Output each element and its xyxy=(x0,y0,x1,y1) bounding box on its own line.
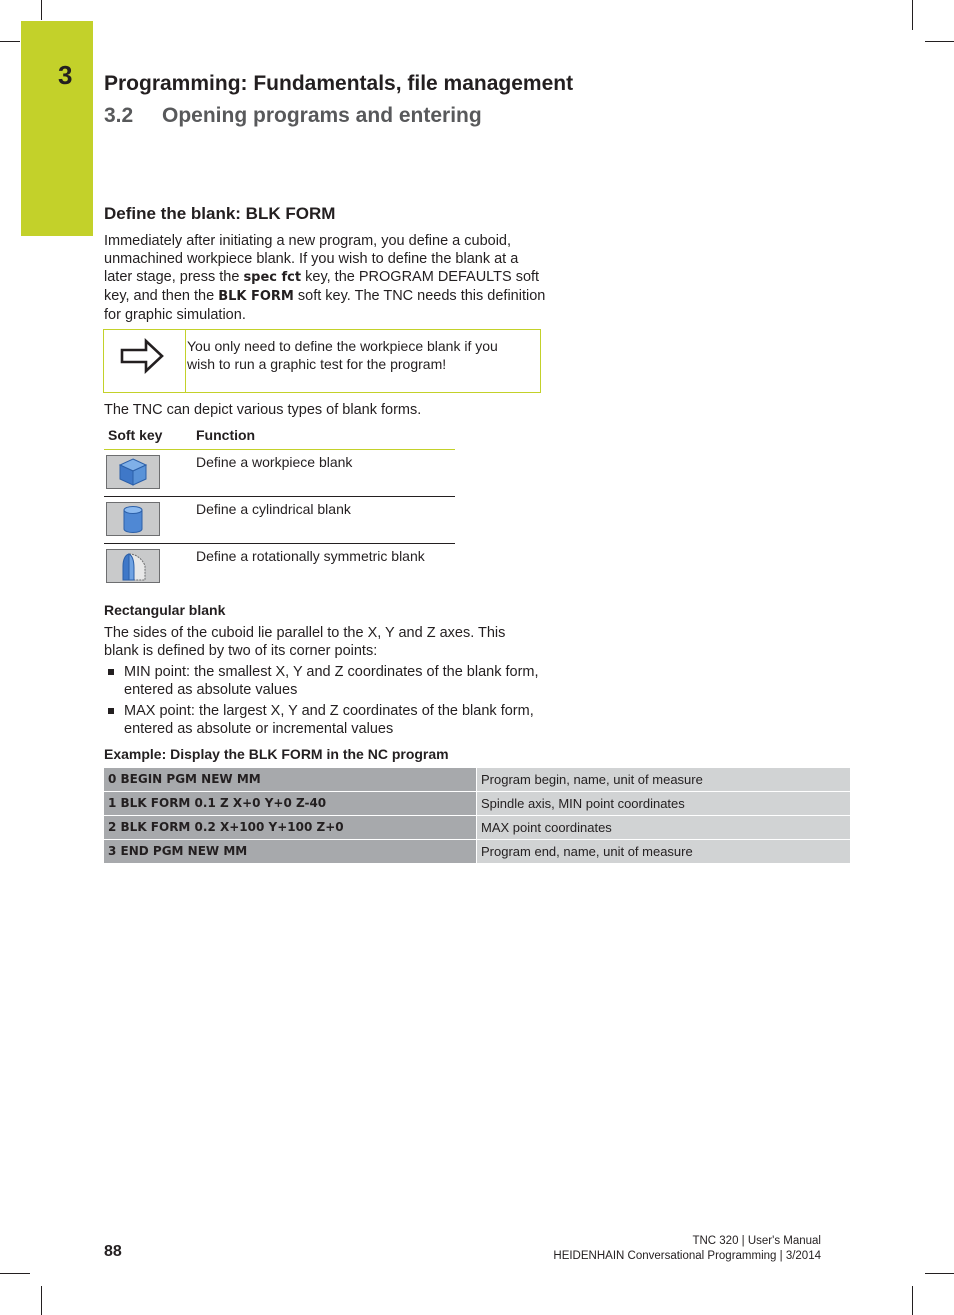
note-box xyxy=(103,329,541,393)
crop-mark xyxy=(0,1273,30,1274)
intro-text: Immediately after initiating a new program, you define a cuboid, unmachined workpiece blank. If you wish to define the blank at a later stage, press the xyxy=(104,233,519,285)
rectangular-heading: Rectangular blank xyxy=(104,602,226,618)
table-row xyxy=(104,792,850,815)
column-header-softkey: Soft key xyxy=(108,427,163,443)
crop-mark xyxy=(925,1273,954,1274)
column-header-function: Function xyxy=(196,427,256,443)
list-item-text: MIN point: the smallest X, Y and Z coordinates of the blank form, entered as absolute values xyxy=(124,664,539,698)
section-heading: Define the blank: BLK FORM xyxy=(104,204,336,223)
function-label: Define a workpiece blank xyxy=(196,454,353,470)
list-item xyxy=(104,702,544,738)
bullet-list xyxy=(104,663,544,741)
example-heading: Example: Display the BLK FORM in the NC program xyxy=(104,746,449,762)
table-row xyxy=(104,816,850,839)
intro-text: soft key. The TNC needs this definition for graphic simulation. xyxy=(104,288,546,323)
key-name: spec fct xyxy=(243,270,302,285)
blank-forms-intro: The TNC can depict various types of blank forms. xyxy=(104,402,422,418)
function-label: Define a rotationally symmetric blank xyxy=(196,548,425,564)
chapter-tab xyxy=(21,21,93,236)
intro-text: key, the PROGRAM DEFAULTS soft key, and then the xyxy=(104,269,540,304)
softkey-table xyxy=(104,426,455,590)
note-divider xyxy=(185,330,186,392)
table-row xyxy=(104,450,455,497)
crop-mark xyxy=(912,1286,913,1315)
nc-description: Program begin, name, unit of measure xyxy=(477,768,850,791)
intro-paragraph xyxy=(104,232,546,324)
table-row xyxy=(104,768,850,791)
page-number: 88 xyxy=(104,1243,122,1260)
cuboid-blank-icon[interactable] xyxy=(106,455,160,489)
note-text: You only need to define the workpiece blank if you wish to run a graphic test for the program! xyxy=(187,338,498,372)
nc-code: 3 END PGM NEW MM xyxy=(104,840,476,863)
softkey-table-header xyxy=(104,426,455,450)
bullet-icon xyxy=(108,708,114,714)
nc-description: Program end, name, unit of measure xyxy=(477,840,850,863)
table-row xyxy=(104,544,455,590)
cylinder-blank-icon[interactable] xyxy=(106,502,160,536)
softkey-name: BLK FORM xyxy=(218,289,294,304)
chapter-number: 3 xyxy=(58,60,73,90)
nc-description: MAX point coordinates xyxy=(477,816,850,839)
bullet-icon xyxy=(108,669,114,675)
table-row xyxy=(104,840,850,863)
list-item xyxy=(104,663,544,699)
list-item-text: MAX point: the largest X, Y and Z coordinates of the blank form, entered as absolute or incremental values xyxy=(124,703,534,737)
footer-line: TNC 320 | User's Manual xyxy=(692,1235,821,1247)
crop-mark xyxy=(0,41,20,42)
section-title xyxy=(104,104,482,128)
footer-info xyxy=(553,1234,821,1264)
rectangular-text: The sides of the cuboid lie parallel to the X, Y and Z axes. This blank is defined by two of its corner points: xyxy=(104,625,506,659)
section-title-text: Opening programs and entering xyxy=(162,104,482,127)
nc-program-table xyxy=(104,768,850,864)
nc-description: Spindle axis, MIN point coordinates xyxy=(477,792,850,815)
section-number: 3.2 xyxy=(104,104,134,127)
nc-code: 1 BLK FORM 0.1 Z X+0 Y+0 Z-40 xyxy=(104,792,476,815)
crop-mark xyxy=(912,0,913,30)
function-label: Define a cylindrical blank xyxy=(196,501,351,517)
crop-mark xyxy=(41,1286,42,1315)
table-row xyxy=(104,497,455,544)
rotational-blank-icon[interactable] xyxy=(106,549,160,583)
chapter-title: Programming: Fundamentals, file management xyxy=(104,72,574,95)
arrow-right-icon xyxy=(120,338,166,379)
crop-mark xyxy=(41,0,42,20)
nc-code: 2 BLK FORM 0.2 X+100 Y+100 Z+0 xyxy=(104,816,476,839)
crop-mark xyxy=(925,41,954,42)
nc-code: 0 BEGIN PGM NEW MM xyxy=(104,768,476,791)
footer-line: HEIDENHAIN Conversational Programming | 3/2014 xyxy=(553,1250,821,1262)
